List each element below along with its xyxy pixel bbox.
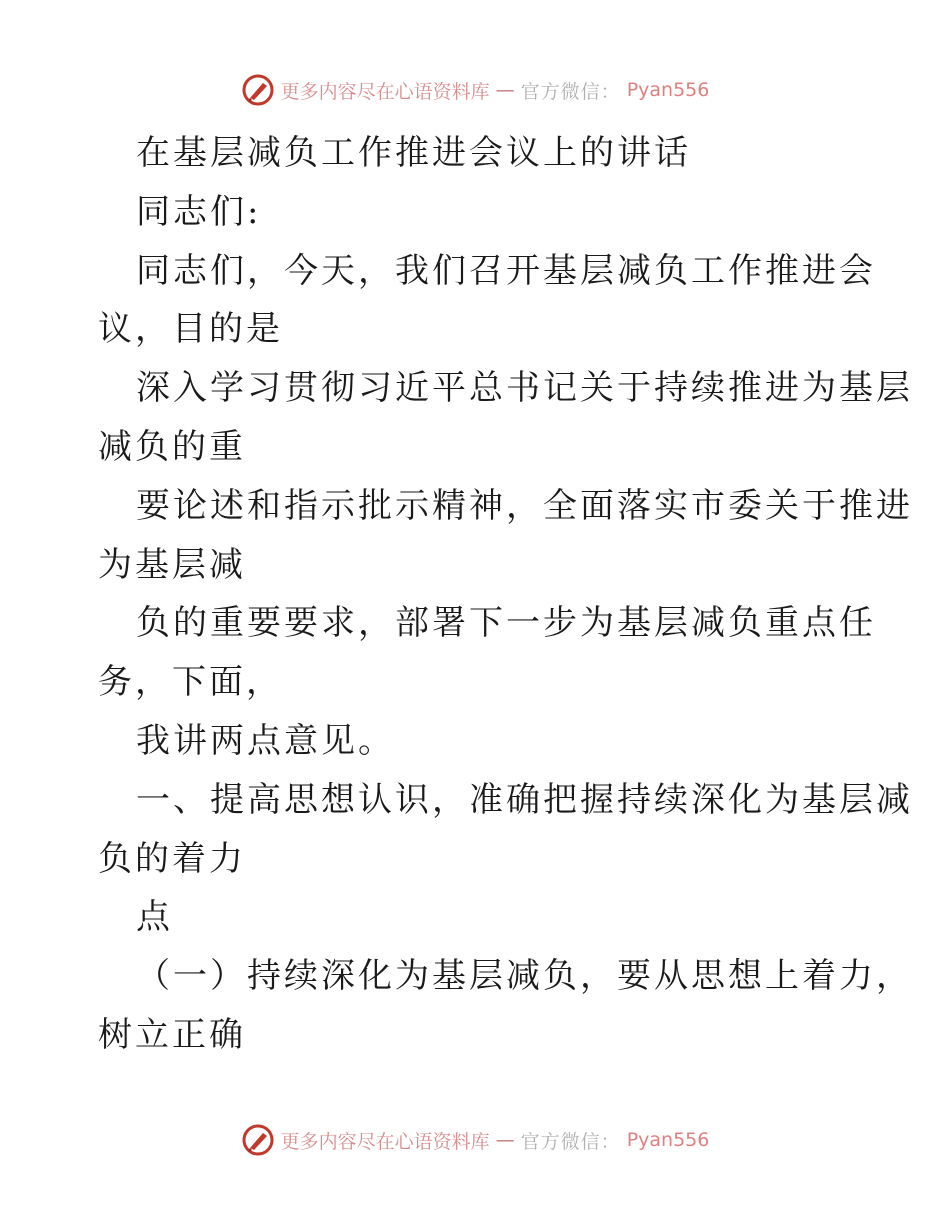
text-line: 在基层减负工作推进会议上的讲话 — [136, 133, 691, 173]
text-line: 我讲两点意见。 — [136, 720, 395, 761]
text-line: 议，目的是 — [98, 309, 283, 350]
banner-text: 更多内容尽在心语资料库 — [280, 1130, 490, 1153]
footer-banner — [0, 1122, 950, 1158]
banner-text: 更多内容尽在心语资料库 — [280, 80, 490, 103]
text-line: 深入学习贯彻习近平总书记关于持续推进为基层 — [136, 368, 913, 409]
wechat-label: 官方微信： — [520, 80, 621, 103]
text-line: 减负的重 — [98, 426, 246, 467]
text-line: （一）持续深化为基层减负，要从思想上着力， — [136, 956, 913, 997]
document-body — [98, 124, 913, 1065]
text-line: 一、提高思想认识，准确把握持续深化为基层减 — [136, 779, 913, 820]
text-line: 负的重要要求，部署下一步为基层减负重点任 — [136, 603, 876, 644]
wechat-label: 官方微信： — [520, 1130, 621, 1153]
banner-separator: — — [495, 79, 515, 101]
text-line: 负的着力 — [98, 838, 246, 879]
header-banner — [0, 72, 950, 108]
pen-logo-icon — [241, 1123, 275, 1157]
banner-separator: — — [495, 1129, 515, 1151]
text-line: 同志们，今天，我们召开基层减负工作推进会 — [136, 250, 876, 291]
text-line: 同志们: — [136, 191, 262, 232]
text-line: 点 — [136, 897, 173, 938]
text-line: 为基层减 — [98, 544, 246, 585]
pen-logo-icon — [241, 73, 275, 107]
text-line: 要论述和指示批示精神，全面落实市委关于推进 — [136, 485, 913, 526]
wechat-id: Pyan556 — [626, 79, 710, 101]
text-line: 树立正确 — [98, 1014, 246, 1055]
wechat-id: Pyan556 — [626, 1129, 710, 1151]
text-line: 务，下面， — [98, 662, 283, 703]
